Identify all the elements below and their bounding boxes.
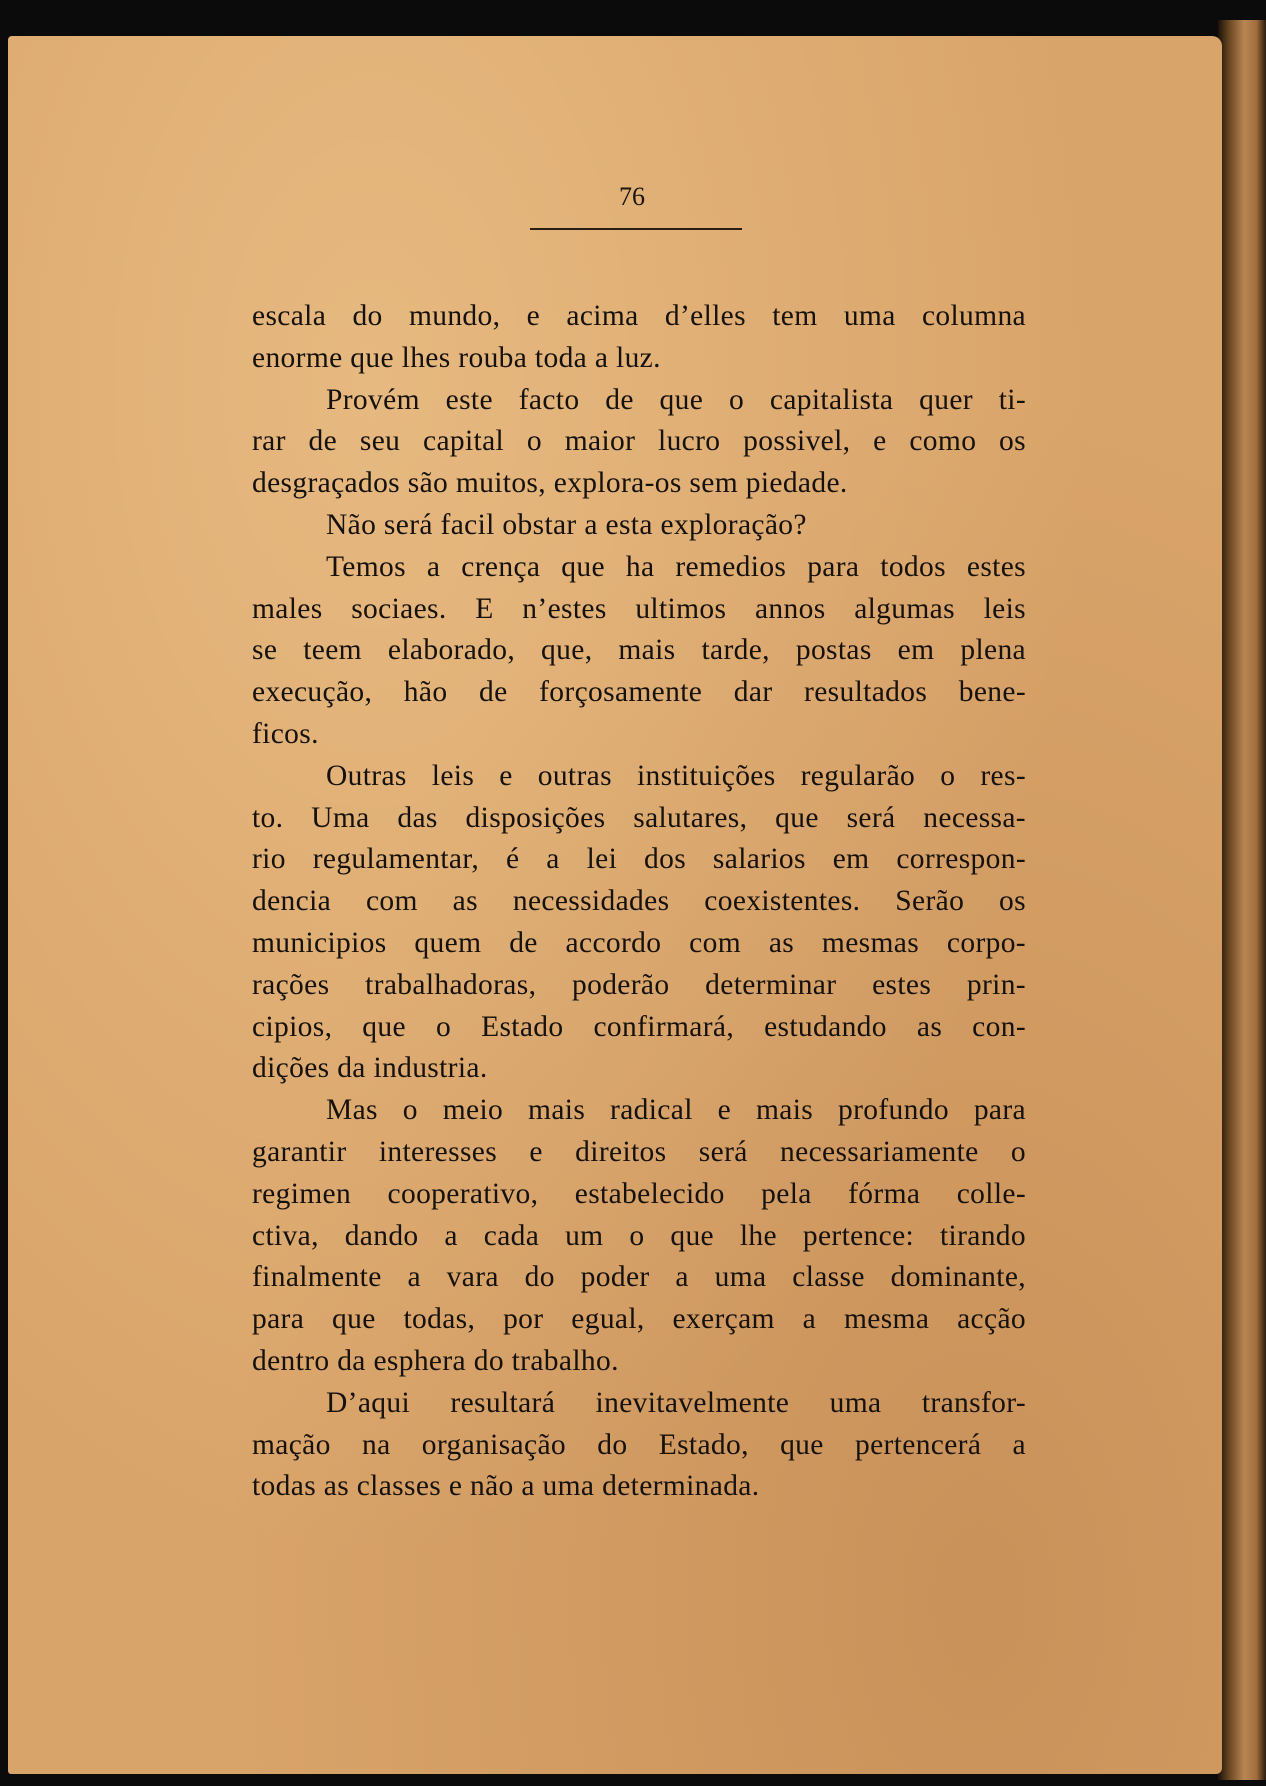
text-line: Não será facil obstar a esta exploração?: [326, 508, 807, 541]
text-line: Mas o meio mais radical e mais profundo para: [326, 1094, 1026, 1127]
text-line: to. Uma das disposições salutares, que será necessa-: [252, 801, 1026, 834]
text-line: regimen cooperativo, estabelecido pela fórma colle-: [252, 1177, 1026, 1210]
text-line: desgraçados são muitos, explora-os sem piedade.: [252, 467, 848, 500]
page-number: [0, 182, 1266, 212]
body-text: [252, 296, 1026, 1508]
text-line: dições da industria.: [252, 1052, 488, 1085]
text-line: garantir interesses e direitos será necessariamente o: [252, 1135, 1026, 1168]
text-line: Provém este facto de que o capitalista quer ti-: [326, 383, 1026, 416]
text-line: ficos.: [252, 717, 319, 750]
text-line: males sociaes. E n’estes ultimos annos algumas leis: [252, 592, 1026, 625]
text-line: municipios quem de accordo com as mesmas corpo-: [252, 926, 1026, 959]
text-line: dentro da esphera do trabalho.: [252, 1344, 619, 1377]
text-line: escala do mundo, e acima d’elles tem uma columna: [252, 300, 1026, 332]
text-line: rações trabalhadoras, poderão determinar estes prin-: [252, 968, 1026, 1001]
text-line: para que todas, por egual, exerçam a mesma acção: [252, 1303, 1026, 1336]
text-line: rio regulamentar, é a lei dos salarios em correspon-: [252, 843, 1026, 876]
text-line: finalmente a vara do poder a uma classe dominante,: [252, 1261, 1026, 1294]
text-line: mação na organisação do Estado, que pertencerá a: [252, 1428, 1026, 1461]
text-line: todas as classes e não a uma determinada.: [252, 1470, 760, 1503]
text-line: Outras leis e outras instituições regularão o res-: [326, 759, 1026, 792]
next-page-edge: [1218, 20, 1266, 1780]
text-line: execução, hão de forçosamente dar resultados bene-: [252, 676, 1026, 709]
text-line: rar de seu capital o maior lucro possivel, e como os: [252, 425, 1026, 458]
text-line: dencia com as necessidades coexistentes. Serão os: [252, 885, 1026, 918]
text-line: cipios, que o Estado confirmará, estudando as con-: [252, 1010, 1026, 1043]
text-line: Temos a crença que ha remedios para todos estes: [326, 550, 1026, 583]
text-line: ctiva, dando a cada um o que lhe pertence: tirando: [252, 1219, 1026, 1252]
text-line: D’aqui resultará inevitavelmente uma transfor-: [326, 1386, 1026, 1419]
text-line: se teem elaborado, que, mais tarde, postas em plena: [252, 634, 1026, 667]
page-number-text: 76: [619, 182, 645, 211]
header-rule: [530, 228, 742, 230]
text-line: enorme que lhes rouba toda a luz.: [252, 341, 661, 374]
